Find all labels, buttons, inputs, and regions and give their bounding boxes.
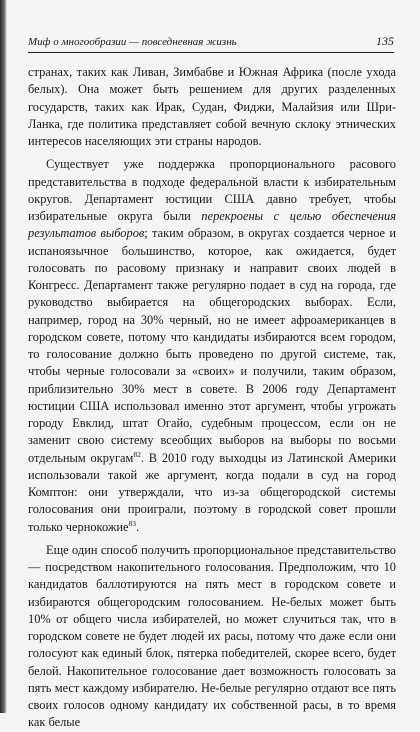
page-body <box>28 64 396 732</box>
paragraph-p3 <box>28 542 396 732</box>
paragraph-p1 <box>28 64 396 150</box>
footnote-ref: 82 <box>133 449 141 459</box>
emphasis-text: перекроены с целью обеспечения результатов выборов <box>28 209 396 241</box>
paragraph-text: . В 2010 году выходцы из Латинской Америки использовали такой же аргумент, когда подали в суд на город Комптон: они утверждали, что из-за общегородской системы голосования они проиграли, поэтому в городской совет прошли только чернокожие <box>28 450 396 534</box>
paragraph-text: ; таким образом, в округах создается черное и испаноязычное большинство, которое, как ожидается, будет голосовать по расовому признаку и направит своих людей в Конгресс. Департамент также регулярно подает в суд на города, где руководство выбирается на общегородских выборах. Если, например, город на 30% черный, но не имеет афроамериканцев в городском совете, потому что кандидаты избираются всем городом, то голосование должно быть проведено по другой системе, так, чтобы черные голосовали за «своих» и получили, таким образом, приблизительно 30% мест в совете. В 2006 году Департамент юстиции США использовал именно этот аргумент, чтобы угрожать городу Евклид, штат Огайо, судебным процессом, если он не заменит свою систему всеобщих выборов на выборы по восьми отдельным округам <box>28 226 397 465</box>
running-header <box>28 34 394 53</box>
paragraph-text: . <box>136 519 140 534</box>
paragraph-p2 <box>28 156 396 536</box>
paragraph-text: странах, таких как Ливан, Зимбабве и Южная Африка (после ухода белых). Она может быть решением для других разделенных государств, таких как Ирак, Судан, Фиджи, Малайзия или Шри-Ланка, где политика представляет собой вечную склоку этнических интересов населяющих эти страны народов. <box>28 65 396 148</box>
footnote-ref: 83 <box>128 518 137 528</box>
page-number: 135 <box>376 34 394 48</box>
book-spine-shadow <box>0 0 7 713</box>
paragraph-text: Существует уже поддержка пропорционального расового представительства в подходе федеральной власти к избирательным округов. Департамент юстиции США давно требует, чтобы избирательные округа были <box>28 157 396 223</box>
running-title: Миф о многообразии — повседневная жизнь <box>28 36 237 48</box>
paragraph-text: Еще один способ получить пропорциональное представительство — посредством накопительного голосования. Предположим, что 10 кандидатов баллотируются на пять мест в городском совете и избираются общегородским голосованием. Не-белых может быть 10% от общего числа избирателей, но может случиться так, что в городском совете не будет людей их расы, потому что даже если они голосуют как единый блок, пятерка победителей, скорее всего, будет белой. Накопительное голосование дает возможность голосовать за пять мест каждому избирателю. Не-белые регулярно отдают все пять своих голосов одному кандидату их собственной расы, в то время как белые <box>28 542 396 730</box>
